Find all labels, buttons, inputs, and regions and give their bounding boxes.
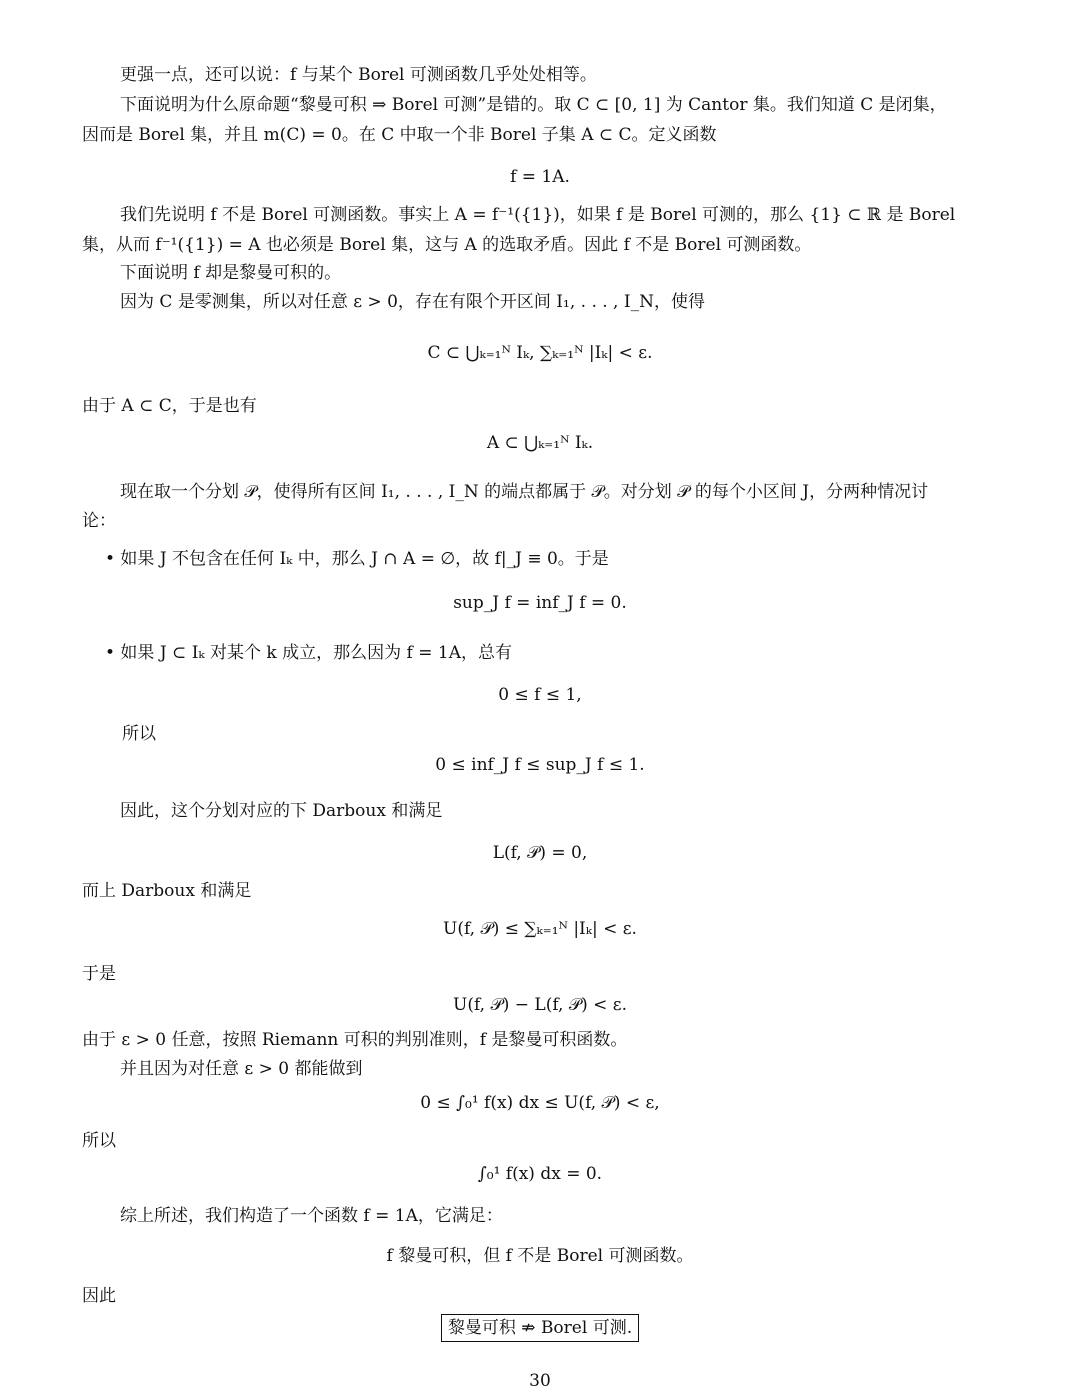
bullet-case-two-therefore: 所以 (122, 724, 156, 744)
equation-indicator: f = 1A. (510, 167, 570, 187)
paragraph-a-subset: 由于 A ⊂ C，于是也有 (82, 396, 257, 416)
paragraph-partition-line2: 论： (82, 511, 116, 531)
equation-integral-zero: ∫₀¹ f(x) dx = 0. (477, 1164, 603, 1184)
paragraph-not-borel-line1: 我们先说明 f 不是 Borel 可测函数。事实上 A = f⁻¹({1})，如果 f 是 Borel 可测的，那么 {1} ⊂ ℝ 是 Borel (120, 205, 956, 225)
page-number: 30 (529, 1371, 551, 1391)
equation-lower-sum: L(f, 𝒫) = 0, (492, 843, 588, 863)
paragraph-not-borel-line2: 集，从而 f⁻¹({1}) = A 也必须是 Borel 集，这与 A 的选取矛盾。因此 f 不是 Borel 可测函数。 (82, 235, 812, 255)
bullet-case-two: • 如果 J ⊂ Iₖ 对某个 k 成立，那么因为 f = 1A，总有 (105, 643, 512, 663)
paragraph-claim-line2: 因而是 Borel 集，并且 m(C) = 0。在 C 中取一个非 Borel 子集 A ⊂ C。定义函数 (82, 125, 717, 145)
paragraph-integral-intro: 并且因为对任意 ε > 0 都能做到 (120, 1059, 363, 1079)
equation-a-cover: A ⊂ ⋃ₖ₌₁ᴺ Iₖ. (486, 433, 594, 453)
paragraph-lower-sum: 因此，这个分划对应的下 Darboux 和满足 (120, 801, 443, 821)
paragraph-upper-sum: 而上 Darboux 和满足 (82, 881, 252, 901)
equation-difference: U(f, 𝒫) − L(f, 𝒫) < ε. (453, 995, 627, 1015)
boxed-conclusion (0, 1314, 1080, 1342)
paragraph-therefore: 因此 (82, 1286, 116, 1306)
equation-upper-sum: U(f, 𝒫) ≤ ∑ₖ₌₁ᴺ |Iₖ| < ε. (443, 919, 637, 939)
paragraph-partition-line1: 现在取一个分划 𝒫，使得所有区间 I₁, . . . , I_N 的端点都属于 𝒫。对分划 𝒫 的每个小区间 J，分两种情况讨 (120, 482, 929, 502)
paragraph-summary: 综上所述，我们构造了一个函数 f = 1A，它满足： (120, 1206, 503, 1226)
equation-summary-statement: f 黎曼可积，但 f 不是 Borel 可测函数。 (386, 1246, 694, 1266)
paragraph-claim-line1: 下面说明为什么原命题“黎曼可积 ⇒ Borel 可测”是错的。取 C ⊂ [0, 1] 为 Cantor 集。我们知道 C 是闭集， (120, 95, 947, 115)
paragraph-null-set: 因为 C 是零测集，所以对任意 ε > 0，存在有限个开区间 I₁, . . . , I_N，使得 (120, 292, 705, 312)
equation-bounds: 0 ≤ f ≤ 1, (498, 685, 582, 705)
equation-cover: C ⊂ ⋃ₖ₌₁ᴺ Iₖ, ∑ₖ₌₁ᴺ |Iₖ| < ε. (427, 343, 653, 363)
paragraph-riemann-criterion: 由于 ε > 0 任意，按照 Riemann 可积的判别准则，f 是黎曼可积函数。 (82, 1030, 628, 1050)
equation-integral-bound: 0 ≤ ∫₀¹ f(x) dx ≤ U(f, 𝒫) < ε, (420, 1093, 660, 1113)
conclusion-box: 黎曼可积 ⇏ Borel 可测. (441, 1314, 639, 1342)
equation-sup-inf-zero: sup_J f = inf_J f = 0. (453, 593, 627, 613)
paragraph-stronger: 更强一点，还可以说：f 与某个 Borel 可测函数几乎处处相等。 (120, 65, 597, 85)
equation-inf-sup-bounds: 0 ≤ inf_J f ≤ sup_J f ≤ 1. (435, 755, 645, 775)
paragraph-hence: 于是 (82, 964, 116, 984)
paragraph-riemann-intro: 下面说明 f 却是黎曼可积的。 (120, 263, 342, 283)
paragraph-so: 所以 (82, 1131, 116, 1151)
bullet-case-one: • 如果 J 不包含在任何 Iₖ 中，那么 J ∩ A = ∅，故 f|_J ≡ 0。于是 (105, 549, 609, 569)
